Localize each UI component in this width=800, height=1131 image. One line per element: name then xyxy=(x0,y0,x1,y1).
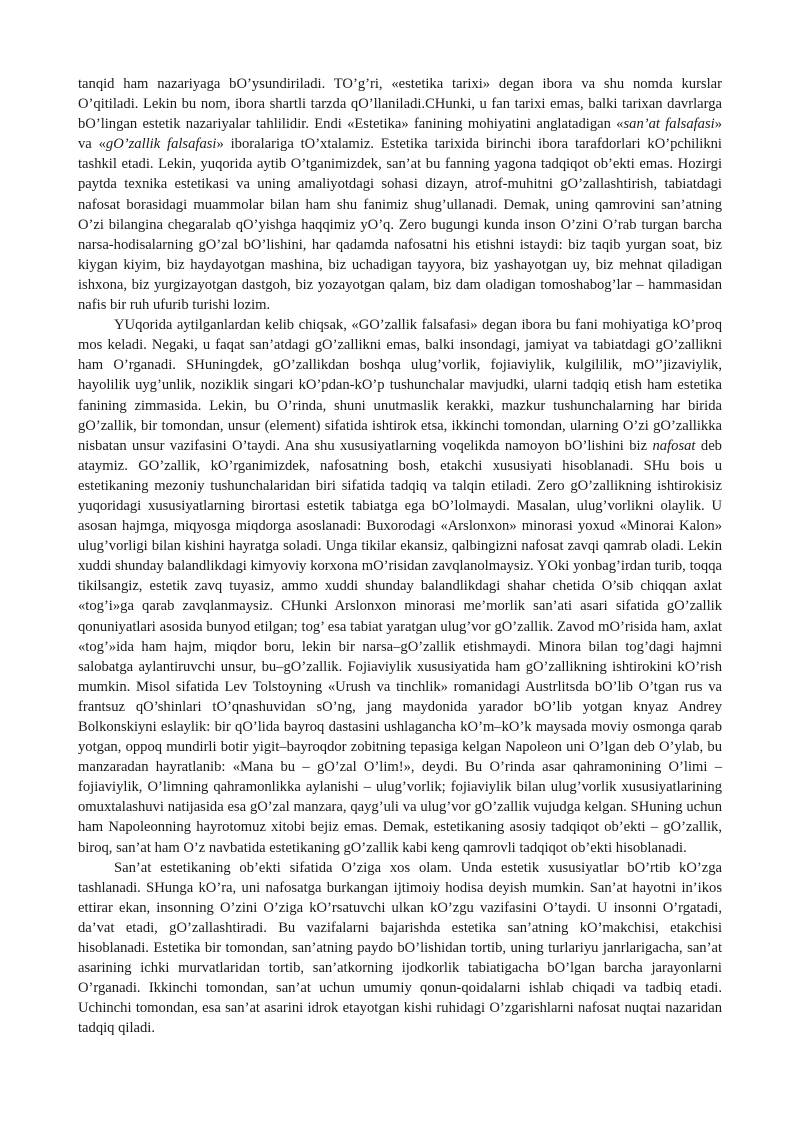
text-run: San’at estetikaning ob’ekti sifatida O’ziga xos olam. Unda estetik xususiyatlar bO’rtib kO’zga tashlanadi. SHunga kO’ra, uni nafosatga burkangan ijtimoiy hodisa deyish mumkin. San’at hayotni in’ikos ettirar ekan, insonning O’zini O’ziga kO’rsatuvchi ulkan kO’zgu vazifasini O’taydi. U insonni O’rgatadi, da’vat etadi, gO’zallashtiradi. Bu vazifalarni bajarishda estetika san’atning kO’makchisi, etakchisi hisoblanadi. Estetika bir tomondan, san’atning paydo bO’lishidan tortib, uning turlariyu janrlarigacha, san’at asarining ichki murvatlaridan tortib, san’atkorning ijodkorlik tabiatigacha bO’lgan barcha jarayonlarni O’rganadi. Ikkinchi tomondan, san’at uchun umumiy qonun-qoidalarni ishlab chiqadi va tadbiq etadi. Uchinchi tomondan, esa san’at asarini idrok etayotgan kishi ruhidagi O’zgarishlarni nafosat nuqtai nazaridan tadqiq qiladi. xyxy=(78,859,722,1037)
text-run: YUqorida aytilganlardan kelib chiqsak, «GO’zallik falsafasi» degan ibora bu fani mohiyatiga kO’proq mos keladi. Negaki, u faqat san’atdagi gO’zallikni emas, balki insondagi, jamiyat va tabiatdagi gO’zallikni ham O’rganadi. SHuningdek, gO’zallikdan boshqa ulug’vorlik, fojiaviylik, kulgililik, mO’’jizaviylik, hayolilik uyg’unlik, noziklik singari kO’pdan-kO’p tushunchalar mavjudki, ularni tadqiq etish ham estetika fanining zimmasida. Lekin, bu O’rinda, shuni unutmaslik kerakki, mazkur tushunchalarning har birida gO’zallik, bir tomondan, unsur (element) sifatida ishtirok etsa, ikkinchi tomondan, ularning O’zi gO’zallikka nisbatan unsur vazifasini O’taydi. Ana shu xususiyatlarning voqelikda namoyon bO’lishini biz xyxy=(78,317,722,454)
italic-term: nafosat xyxy=(652,437,696,454)
text-run: tanqid ham nazariyaga bO’ysundiriladi. TO’g’ri, «estetika tarixi» degan ibora va shu nomda kurslar O’qitiladi. Lekin bu nom, ibora shartli tarzda qO’llaniladi.CHunki, u fan tarixi emas, balki tarixan davrlarga bO’lingan estetik nazariyalar tahlilidir. Endi «Estetika» fanining mohiyatini anglatadigan « xyxy=(78,76,722,133)
paragraph-2 xyxy=(78,315,722,858)
paragraph-3 xyxy=(78,858,722,1039)
text-run: » iboralariga tO’xtalamiz. Estetika tarixida birinchi ibora tarafdorlari kO’pchilikni tashkil etadi. Lekin, yuqorida aytib O’tganimizdek, san’at bu fanning yagona tadqiqot ob’ekti emas. Hozirgi paytda texnika estetikasi va uning amaliyotdagi sohasi dizayn, atrof-muhitni gO’zallashtirish, tabiatdagi nafosat borasidagi muammolar bilan ham shu fanimiz shug’ullanadi. Demak, uning qamrovini san’atning O’zi bilangina chegaralab qO’yishga haqqimiz yO’q. Zero bugungi kunda inson O’zini O’rab turgan barcha narsa-hodisalarning gO’zal bO’lishini, har qadamda nafosatni his etishni istaydi: biz taqib yurgan soat, biz kiygan kiyim, biz haydayotgan mashina, biz uchadigan tayyora, biz yashayotgan uy, biz mehnat qiladigan ishxona, biz yurgizayotgan dastgoh, biz yozayotgan qalam, biz dam oladigan tomoshabog’lar – hammasidan nafis bir ruh ufurib turishi lozim. xyxy=(78,136,722,314)
text-run: » va « xyxy=(78,116,723,153)
paragraph-1 xyxy=(78,74,722,315)
italic-term: gO’zallik falsafasi xyxy=(105,136,217,153)
text-run: deb ataymiz. GO’zallik, kO’rganimizdek, nafosatning bosh, etakchi xususiyati hisoblanadi. SHu bois u estetikaning mezoniy tushunchalaridan biri sifatida tadqiq va talqin etiladi. Zero gO’zallikning ishtirokisiz yuqoridagi xususiyatlarning birortasi estetik tabiatga ega bO’lolmaydi. Masalan, ulug’vorlikni olaylik. U asosan hajmga, miqyosga miqdorga asoslanadi: Buxorodagi «Arslonxon» minorasi yoxud «Minorai Kalon» ulug’vorligi bilan kishini hayratga soladi. Unga tikilar ekansiz, qalbingizni nafosat zavqi qamrab oladi. Lekin xuddi shunday balandlikdagi kimyoviy korxona mO’risidan zavqlanolmaysiz. YOki yonbag’irdan turib, toqqa tikilsangiz, estetik zavq tuyasiz, ammo xuddi shunday balandlikdagi shahar chetida O’sib chiqqan axlat «tog’i»ga qarab zavqlanmaysiz. CHunki Arslonxon minorasi me’morlik san’ati asari sifatida gO’zallik qonuniyatlari asosida bunyod etilgan; tog’ esa tabiat yaratgan ulug’vor gO’zallik. Zavod mO’risida ham, axlat «tog’»ida ham hajm, miqdor boru, lekin bir narsa–gO’zallik etishmaydi. Minora bilan tog’dagi hajmni salobatga aylantiruvchi unsur, bu–gO’zallik. Fojiaviylik xususiyatida ham gO’zallikning ishtirokini kO’rish mumkin. Misol sifatida Lev Tolstoyning «Urush va tinchlik» romanidagi Austrlitsda bO’lib O’tgan rus va frantsuz qO’shinlari tO’qnashuvidan sO’ng, jang maydonida yarador bO’lib yotgan knyaz Andrey Bolkonskiyni eslaylik: bir qO’lida bayroq dastasini ushlagancha kO’m–kO’k maysada moviy osmonga qarab yotgan, oppoq mundirli botir yigit–bayroqdor zobitning tepasiga kelgan Napoleon uni O’lgan deb O’ylab, bu manzaradan hayratlanib: «Mana bu – gO’zal O’lim!», deydi. Bu O’rinda asar qahramonining O’limi – fojiaviylik, O’limning qahramonlikka aylanishi – ulug’vorlik; fojiaviylik bilan ulug’vorlik xususiyatlarining omuxtalashuvi natijasida esa gO’zal manzara, qayg’uli va ulug’vor gO’zallik vujudga kelgan. SHuning uchun ham Napoleonning hayrotomuz xitobi bejiz emas. Demak, estetikaning asosiy tadqiqot ob’ekti – gO’zallik, biroq, san’at ham O’z navbatida estetikaning gO’zallik kabi keng qamrovli tadqiqot ob’ekti hisoblanadi. xyxy=(78,437,722,856)
italic-term: san’at falsafasi xyxy=(623,116,715,133)
document-page xyxy=(78,74,722,1039)
